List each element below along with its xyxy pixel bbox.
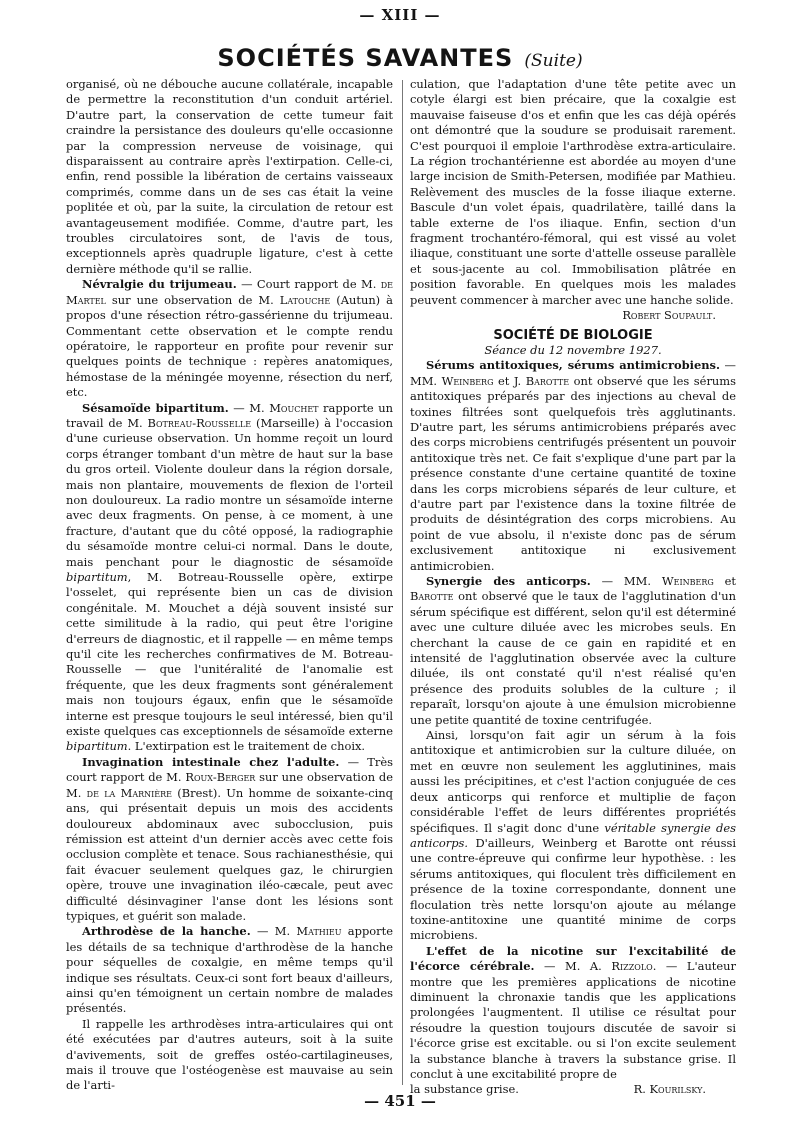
society-heading: SOCIÉTÉ DE BIOLOGIE — [493, 327, 653, 343]
text: apporte les détails de sa technique d'arthrodèse de la hanche pour séquelles de coxalgie, en même temps qu'il indique ses résultats. Ceux-ci sont fort beaux d'ailleurs, ainsi qu'en témoignent un certain nombre de malades présentés. — [66, 924, 393, 1016]
author-name: Mouchet — [269, 400, 319, 415]
article-trijumeau — [66, 277, 393, 400]
article-title: Sérums antitoxiques, sérums antimicrobiens. — [426, 358, 720, 373]
text: (Autun) à propos d'une résection rétro-gassérienne du trijumeau. Commentant cette observation et le compte rendu opératoire, le rapporteur en profite pour revenir sur quelques points de technique : repères anatomiques, hémostase de la méningée moyenne, résection du nerf, etc. — [66, 292, 393, 400]
left-column — [66, 77, 393, 1094]
text: D'ailleurs, Weinberg et Barotte ont réussi une contre-épreuve qui confirme leur hypothèse. : les sérums antitoxiques, qui floculent très difficilement en présence de la toxine correspondante, donnent une floculation très nette lorsqu'on ajoute au mélange toxine-antitoxine une quantité minime de corps microbiens. — [410, 835, 736, 943]
text: — M. — [228, 400, 270, 415]
right-column — [410, 77, 736, 1098]
author-name: Barotte — [410, 589, 454, 604]
text: et — [713, 574, 736, 588]
article-title: L'effet de la nicotine sur l'excitabilité de l'écorce cérébrale. — [410, 943, 736, 974]
session-date: Séance du 12 novembre 1927. — [484, 342, 662, 357]
text: . — L'auteur montre que les premières applications de nicotine diminuent la chronaxie tandis que les applications prolongées l'augmentent. Il utilise ce résultat pour résoudre la question toujours discutée de savoir si l'écorce grise est excitable. ou si l'on excite seulement la substance blanche à travers la substance grise. Il conclut à une excitabilité propre de — [410, 959, 737, 1081]
paragraph: culation, que l'adaptation d'une tête petite avec un cotyle élargi est bien précaire, que la coxalgie est mauvaise faiseuse d'os et enfin que les cas déjà opérés ont démontré que la soudure se produisait rarement. C'est pourquoi il emploie l'arthrodèse extra-articulaire. La région trochantérienne est abordée au moyen d'une large incision de Smith-Petersen, modifiée par Mathieu. Relèvement des muscles de la fosse iliaque externe. Bascule d'un volet épais, quadrilatère, taillé dans la table externe de l'os iliaque. Enfin, section d'un fragment trochantéro-fémoral, qui est vissé au volet iliaque, constituant une sorte d'attelle osseuse parallèle et sous-jacente au col. Immobilisation plâtrée en position favorable. En quelques mois les malades peuvent commencer à marcher avec une hanche solide. — [410, 77, 736, 307]
author-name: Mathieu — [296, 924, 342, 939]
text: — MM. — [590, 574, 662, 588]
text: ont observé que les sérums antitoxiques préparés par des injections au cheval de toxines filtrées sont quelquefois très agglutinants. D'autre part, les sérums antimicrobiens préparés avec des corps microbiens centrifugés présentent un pouvoir antitoxique très net. Ce fait s'explique d'une part par la présence constante d'une certaine quantité de toxine dans les corps microbiens séparés de leur culture, et d'autre part par l'existence dans la toxine filtrée de produits de désintégration des corps microbiens. Au point de vue absolu, il n'existe donc pas de sérum exclusivement antitoxique ni exclusivement antimicrobien. — [410, 373, 736, 573]
text: (Marseille) à l'occasion d'une curieuse observation. Un homme reçoit un lourd corps étranger tombant d'un mètre de haut sur la base du gros orteil. Violente douleur dans la région dorsale, mais non plantaire, mouvements de flexion de l'orteil non douloureux. La radio montre un sésamoïde interne avec deux fragments. On pense, à ce moment, à une fracture, d'autant que du côté opposé, la radiographie du sésamoïde montre celui-ci normal. Dans le doute, mais penchant pour le diagnostic de sésamoïde — [66, 415, 393, 569]
author-name: Botreau-Rousselle — [147, 415, 252, 430]
text: — Court rapport de M. — [236, 277, 381, 292]
article-nicotine — [410, 944, 736, 1083]
folio: — XIII — — [359, 6, 441, 24]
text: — M. — [250, 924, 297, 939]
italic-term: véritable synergie des anticorps. — [410, 820, 737, 850]
text: Ainsi, lorsqu'on fait agir un sérum à la fois antitoxique et antimicrobien sur la culture diluée, on met en œuvre non seulement les agglutinines, mais aussi les précipitines, et c'est l'action conjuguée de ces deux anticorps qui renforce et multiplie de façon considérable l'effet de leurs différentes propriétés spécifiques. Il s'agit donc d'une — [410, 728, 736, 835]
article-invagination — [66, 755, 393, 924]
italic-term: bipartitum — [66, 570, 128, 584]
text: . L'extirpation est le traitement de choix. — [127, 739, 366, 754]
text: et J. — [493, 373, 526, 388]
author-name: de la Marnière — [86, 785, 172, 800]
page-number: — 451 — — [364, 1092, 436, 1110]
text: — M. A. — [534, 959, 612, 974]
article-sesamoide — [66, 401, 393, 755]
text: la substance grise. — [410, 1082, 519, 1097]
italic-term: bipartitum — [66, 739, 128, 754]
section-title: SOCIÉTÉS SAVANTES — [217, 44, 514, 72]
author-name: Barotte — [525, 373, 570, 388]
author-name: Weinberg — [661, 574, 714, 588]
author-name: Rizzolo — [611, 959, 653, 974]
article-title: Sésamoïde bipartitum. — [82, 400, 229, 415]
author-name: Roux-Berger — [185, 770, 256, 785]
article-title: Névralgie du trijumeau. — [82, 277, 237, 292]
text: (Brest). Un homme de soixante-cinq ans, qui présentait depuis un mois des accidents douloureux abdominaux avec subocclusion, puis rémission est atteint d'un dernier accès avec cette fois occlusion complète et tenace. Sous rachianesthésie, qui fait évacuer seulement quelques gaz, le chirurgien opère, trouve une invagination iléo-cæcale, peut avec difficulté désinvaginer l'anse dont les lésions sont typiques, et guérit son malade. — [66, 785, 393, 923]
text: ont observé que le taux de l'agglutination d'un sérum spécifique est différent, selon qu'il est déterminé avec une culture diluée avec les microbes seuls. En cherchant la cause de ce gain en rapidité et en intensité de l'agglutination observée avec la culture diluée, ils ont constaté qu'il n'est réalisé qu'en présence des produits solubles de la culture ; il reparaît, lorsqu'on ajoute à une émulsion microbienne une petite quantité de toxine centrifugée. — [410, 589, 736, 727]
text: — MM. — [410, 358, 736, 388]
paragraph: organisé, où ne débouche aucune collatérale, incapable de permettre la reconstitution d'un conduit artériel. D'autre part, la conservation de cette tumeur fait craindre la persistance des douleurs qu'elle occasionne par la compression nerveuse de voisinage, qui disparaissent au contraire après l'extirpation. Celle-ci, enfin, rend possible la libération de certains vaisseaux comprimés, comme dans un de ses cas était la veine poplitée et où, par la suite, la circulation de retour est avantageusement modifiée. Comme, d'autre part, les troubles circulatoires sont, de l'avis de tous, exceptionnels après quadruple ligature, c'est à cette dernière méthode qu'il se rallie. — [66, 77, 393, 276]
article-title: Invagination intestinale chez l'adulte. — [82, 754, 340, 769]
text: sur une observation de M. — [66, 770, 393, 800]
article-title: Arthrodèse de la hanche. — [82, 924, 251, 939]
article-synergie — [410, 574, 736, 728]
signature: Robert Soupault. — [622, 308, 716, 323]
article-title: Synergie des anticorps. — [426, 574, 591, 588]
paragraph — [410, 728, 736, 944]
signature: R. Kourilsky. — [633, 1082, 706, 1097]
section-subtitle: (Suite) — [524, 51, 583, 71]
text: — Très court rapport de M. — [66, 754, 393, 785]
article-serums — [410, 358, 736, 574]
article-arthrodese — [66, 924, 393, 1016]
text: sur une observation de M. — [105, 292, 280, 307]
paragraph: Il rappelle les arthrodèses intra-articulaires qui ont été exécutées par d'autres auteurs, soit à la suite d'avivements, soit de greffes ostéo-cartilagineuses, mais il trouve que l'ostéogenèse est mauvaise au sein de l'arti- — [66, 1016, 393, 1093]
author-name: Latouche — [279, 292, 331, 307]
section-banner — [0, 44, 800, 72]
text: , M. Botreau-Rousselle opère, extirpe l'osselet, qui représente bien un cas de division congénitale. M. Mouchet a déjà souvent insisté sur cette similitude à la radio, qui peut être l'origine d'erreurs de diagnostic, et il rappelle — en même temps qu'il cite les recherches confirmatives de M. Botreau-Rousselle — que l'unitéralité de l'anomalie est fréquente, que les deux fragments sont généralement mais non toujours égaux, enfin que le sésamoïde interne est presque toujours le seul intéressé, bien qu'il existe quelques cas exceptionnels de sésamoïde externe — [66, 570, 393, 739]
author-name: de Martel — [66, 277, 393, 307]
text: rapporte un travail de M. — [66, 400, 393, 430]
column-divider — [402, 80, 403, 1085]
author-name: Weinberg — [441, 373, 494, 388]
